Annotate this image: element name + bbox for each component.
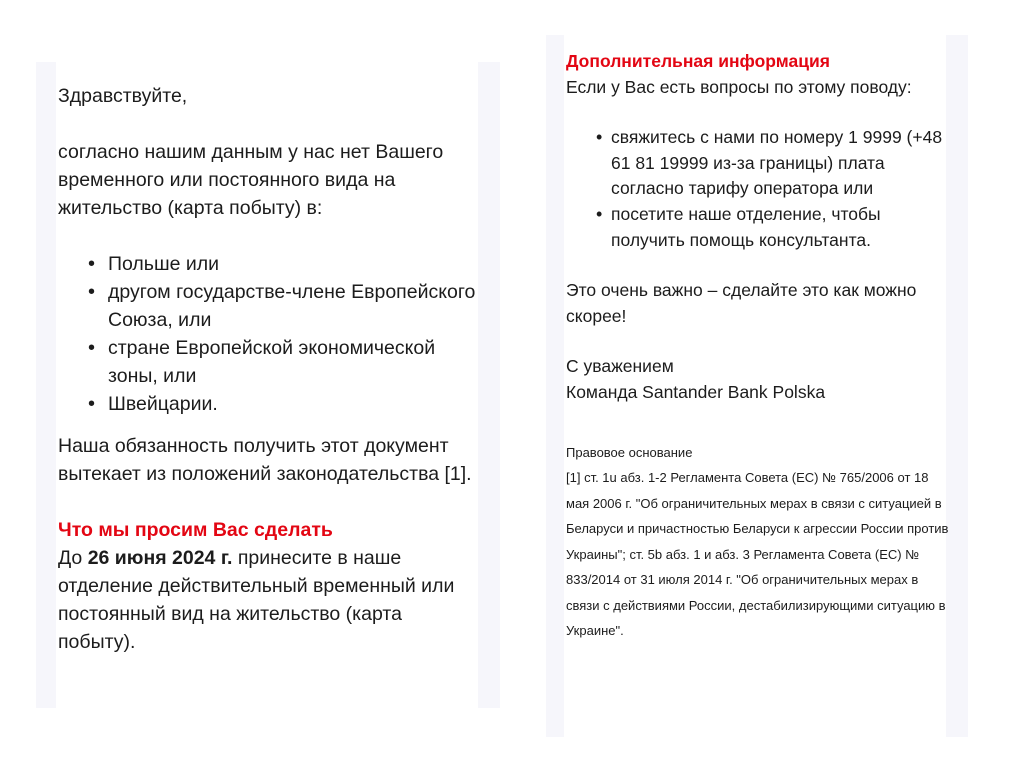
legal-heading: Правовое основание: [566, 444, 693, 460]
request-suffix: принесите в наше отделение действительный временный или постоянный вид на жительство (карта побыту).: [58, 547, 455, 653]
legal-text: [1] ст. 1u абз. 1-2 Регламента Совета (ЕС) № 765/2006 от 18 мая 2006 г. "Об ограничительных мерах в связи с ситуацией в Беларуси и причастностью Беларуси к агрессии России против Украины"; ст. 5b абз. 1 и абз. 3 Регламента Совета (ЕС) № 833/2014 от 31 июля 2014 г. "Об ограничительных мерах в связи с действиями России, дестабилизирующими ситуацию в Украине".: [566, 470, 949, 639]
list-item: • свяжитесь с нами по номеру 1 9999 (+48 61 81 19999 из-за границы) плата согласно тарифу оператора или: [566, 125, 951, 202]
signature: Команда Santander Bank Polska: [566, 381, 826, 402]
greeting: Здравствуйте,: [58, 85, 188, 107]
info-intro: Если у Вас есть вопросы по этому поводу:: [566, 76, 912, 97]
list-item: • Польше или: [58, 250, 478, 278]
intro-paragraph: согласно нашим данным у нас нет Вашего временного или постоянного вида на жительство (карта побыту) в:: [58, 141, 444, 219]
list-item: • другом государстве-члене Европейского Союза, или: [58, 278, 478, 334]
request-deadline: 26 июня 2024 г.: [87, 547, 233, 569]
obligation-paragraph: Наша обязанность получить этот документ вытекает из положений законодательства [1].: [58, 435, 472, 485]
letter-body-right: [566, 49, 951, 644]
request-prefix: До: [58, 547, 88, 569]
country-list: [58, 250, 478, 418]
letter-page-left: [36, 62, 500, 708]
closing: С уважением: [566, 356, 674, 377]
contact-list: [566, 125, 951, 253]
request-heading: Что мы просим Вас сделать: [58, 519, 333, 541]
urgent-paragraph: Это очень важно – сделайте это как можно скорее!: [566, 280, 917, 326]
letter-body-left: [58, 82, 478, 656]
info-heading: Дополнительная информация: [566, 51, 830, 71]
request-paragraph: [58, 544, 478, 656]
list-item: • посетите наше отделение, чтобы получить помощь консультанта.: [566, 202, 951, 253]
legal-basis: [566, 440, 951, 644]
letter-page-right: [546, 35, 968, 737]
list-item: • стране Европейской экономической зоны, или: [58, 334, 478, 390]
list-item: • Швейцарии.: [58, 390, 478, 418]
